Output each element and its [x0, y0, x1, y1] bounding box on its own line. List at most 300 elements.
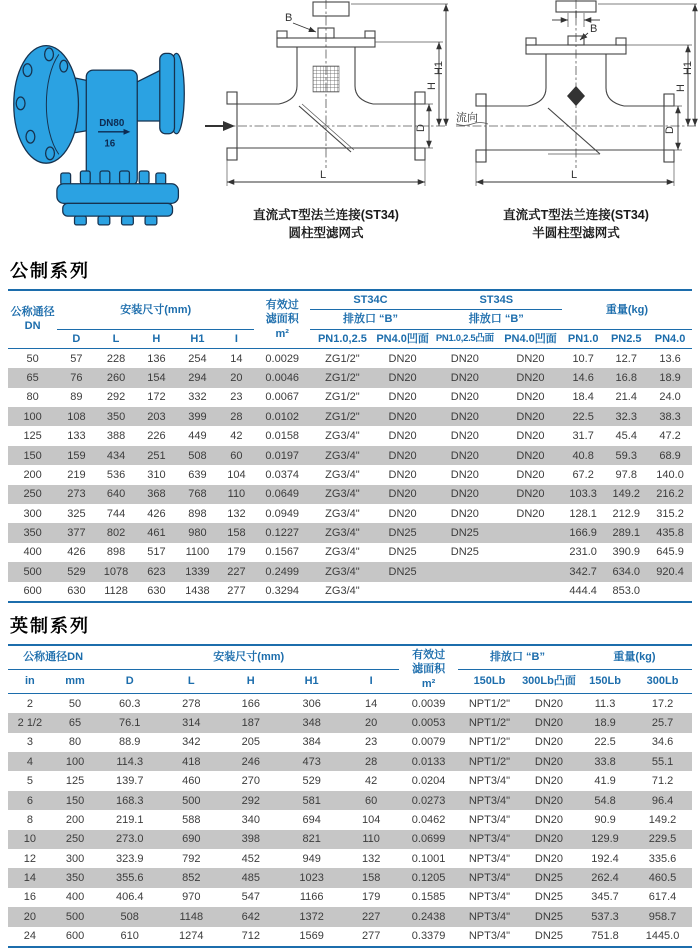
- table-row: [8, 465, 692, 484]
- table-cell: 149.2: [604, 485, 648, 504]
- table-cell: 158: [343, 868, 399, 887]
- table-cell: 67.2: [572, 468, 594, 481]
- table-cell: DN20: [534, 775, 564, 788]
- table-cell: DN20: [499, 407, 562, 426]
- subcol-pn40-concave2: PN4.0凹面: [499, 329, 562, 348]
- table-cell: 3: [26, 736, 33, 749]
- table-cell: 792: [182, 852, 201, 865]
- table-cell: NPT3/4": [458, 868, 521, 887]
- table-cell: 28: [219, 407, 255, 426]
- table-cell: 323.9: [115, 852, 144, 865]
- table-cell: 600: [65, 930, 85, 943]
- table-cell: 11.3: [594, 697, 616, 710]
- table-cell: DN20: [431, 485, 499, 504]
- col-header-area-imp: 有效过 滤面积 m²: [399, 645, 458, 693]
- table-cell: 50: [26, 352, 39, 365]
- table-cell: 400: [23, 546, 42, 559]
- table-cell: 768: [176, 485, 218, 504]
- table-cell: NPT3/4": [468, 775, 511, 788]
- dim-label-d: D: [415, 124, 427, 132]
- table-cell: NPT3/4": [458, 830, 521, 849]
- table-cell: 426: [147, 507, 166, 520]
- table-cell: 537.3: [577, 907, 633, 926]
- product-dn-label: DN80: [99, 117, 125, 129]
- table-cell: 150: [52, 791, 99, 810]
- table-cell: 0.0053: [399, 713, 458, 732]
- table-cell: [375, 582, 431, 602]
- table-cell: 0.2438: [399, 907, 458, 926]
- table-cell: 128.1: [569, 507, 597, 520]
- table-cell: 390.9: [612, 546, 640, 559]
- table-cell: 853.0: [612, 585, 640, 598]
- table-cell: 54.8: [577, 791, 633, 810]
- table-cell: 205: [241, 736, 260, 749]
- table-cell: 332: [188, 391, 207, 404]
- table-cell: 133: [67, 430, 86, 443]
- table-cell: 460.5: [633, 868, 692, 887]
- table-cell: 40.8: [562, 446, 604, 465]
- table-cell: 41.9: [594, 775, 616, 788]
- col-header-dn: 公称通径 DN: [8, 290, 57, 348]
- subcol-h: H: [137, 329, 177, 348]
- table-row: [8, 927, 692, 947]
- flow-direction-label: 流向: [456, 112, 478, 124]
- table-cell: 294: [176, 368, 218, 387]
- table-cell: 1078: [96, 562, 137, 581]
- caption-cylindrical-line2: 圆柱型滤网式: [288, 225, 364, 240]
- table-cell: 219: [67, 468, 86, 481]
- table-cell: 50: [68, 697, 82, 710]
- col-header-weight: 重量(kg): [562, 290, 692, 329]
- table-cell: DN25: [521, 868, 577, 887]
- table-cell: 59.3: [604, 446, 648, 465]
- figure-cylindrical: [198, 0, 454, 242]
- table-cell: DN20: [431, 407, 499, 426]
- table-cell: DN20: [450, 507, 479, 520]
- col-header-drain-s: 排放口 “B”: [431, 310, 562, 329]
- table-cell: 1339: [176, 562, 218, 581]
- metric-table: [8, 289, 692, 603]
- table-cell: 325: [67, 507, 86, 520]
- table-row: [8, 888, 692, 907]
- table-cell: 500: [161, 791, 221, 810]
- table-cell: 610: [120, 930, 139, 943]
- table-cell: DN25: [534, 930, 564, 943]
- table-cell: 166: [241, 697, 260, 710]
- table-cell: 80: [26, 391, 39, 404]
- table-row: [8, 485, 692, 504]
- subcol-in: in: [8, 669, 52, 693]
- table-cell: 399: [176, 407, 218, 426]
- table-cell: DN20: [499, 485, 562, 504]
- table-cell: 277: [361, 930, 381, 943]
- table-cell: DN25: [450, 546, 479, 559]
- table-cell: 250: [8, 485, 57, 504]
- table-row: [8, 562, 692, 581]
- table-cell: ZG1/2": [310, 407, 374, 426]
- table-cell: 179: [227, 546, 246, 559]
- col-header-drain-c: 排放口 “B”: [310, 310, 430, 329]
- table-cell: 60: [219, 446, 255, 465]
- table-cell: 65: [8, 368, 57, 387]
- table-cell: 452: [241, 852, 260, 865]
- table-cell: 418: [161, 752, 221, 771]
- table-cell: 273: [57, 485, 95, 504]
- table-cell: 5: [26, 775, 33, 788]
- table-cell: 970: [182, 891, 201, 904]
- table-cell: 0.0699: [399, 830, 458, 849]
- table-cell: 1100: [185, 546, 210, 559]
- table-row: [8, 771, 692, 790]
- table-cell: DN20: [450, 391, 479, 404]
- table-cell: NPT3/4": [458, 907, 521, 926]
- table-cell: DN20: [388, 507, 417, 520]
- table-cell: 920.4: [648, 562, 692, 581]
- table-cell: 2 1/2: [8, 713, 52, 732]
- table-cell: 71.2: [651, 775, 674, 788]
- table-cell: 278: [182, 697, 201, 710]
- table-cell: DN20: [431, 446, 499, 465]
- dim-label-h2: H: [675, 84, 687, 92]
- table-cell: DN20: [375, 407, 431, 426]
- col-header-area: 有效过 滤面积 m²: [254, 290, 310, 348]
- table-cell: DN20: [534, 852, 564, 865]
- subcol-i-imp: I: [343, 669, 399, 693]
- table-cell: NPT1/2": [458, 752, 521, 771]
- table-cell: 400: [65, 891, 85, 904]
- metric-table-body: [8, 348, 692, 602]
- table-cell: 14: [365, 697, 378, 710]
- table-cell: DN20: [375, 368, 431, 387]
- table-cell: 0.0462: [411, 813, 446, 826]
- table-cell: 315.2: [656, 507, 684, 520]
- table-cell: 60: [343, 791, 399, 810]
- table-cell: 2: [26, 697, 33, 710]
- table-cell: [648, 582, 692, 602]
- table-cell: 712: [241, 930, 260, 943]
- dim-label-d2: D: [664, 126, 676, 134]
- table-cell: ZG3/4": [310, 523, 374, 542]
- table-row: [8, 348, 692, 368]
- table-cell: NPT3/4": [468, 891, 511, 904]
- table-cell: 104: [361, 813, 381, 826]
- table-cell: 640: [96, 485, 137, 504]
- table-row: [8, 830, 692, 849]
- table-cell: 377: [57, 523, 95, 542]
- table-cell: DN20: [499, 446, 562, 465]
- table-cell: 0.0102: [254, 407, 310, 426]
- table-cell: 179: [361, 891, 381, 904]
- table-cell: 172: [147, 391, 166, 404]
- dim-label-b: B: [285, 12, 293, 24]
- table-cell: DN20: [521, 791, 577, 810]
- figure-semicylindrical: [452, 0, 700, 242]
- table-cell: DN25: [534, 891, 564, 904]
- table-cell: 1148: [161, 907, 221, 926]
- subcol-300lb-weight: 300Lb: [633, 669, 692, 693]
- table-cell: 0.0079: [411, 736, 446, 749]
- drawing-cylindrical-screen: [198, 0, 454, 200]
- table-cell: 0.0158: [265, 430, 300, 443]
- table-cell: 0.1567: [265, 546, 300, 559]
- table-cell: 129.9: [577, 830, 633, 849]
- table-cell: 623: [137, 562, 177, 581]
- table-cell: DN20: [450, 468, 479, 481]
- table-row: [8, 388, 692, 407]
- table-cell: 203: [137, 407, 177, 426]
- table-row: [8, 693, 692, 713]
- table-cell: 898: [188, 507, 207, 520]
- table-cell: 600: [23, 585, 42, 598]
- table-cell: 100: [8, 407, 57, 426]
- table-cell: DN20: [375, 446, 431, 465]
- table-cell: 227: [343, 907, 399, 926]
- table-cell: 125: [23, 430, 42, 443]
- table-cell: 110: [219, 485, 255, 504]
- table-cell: 60.3: [119, 697, 141, 710]
- table-cell: 500: [8, 562, 57, 581]
- table-cell: 34.6: [651, 736, 674, 749]
- table-cell: DN20: [534, 697, 564, 710]
- col-header-st34s: ST34S: [431, 290, 562, 310]
- table-cell: NPT1/2": [468, 697, 511, 710]
- table-cell: [431, 562, 499, 581]
- table-cell: 0.0649: [254, 485, 310, 504]
- table-cell: 342: [182, 736, 201, 749]
- table-cell: DN20: [388, 391, 417, 404]
- table-cell: 273.0: [98, 830, 161, 849]
- table-cell: 114.3: [98, 752, 161, 771]
- table-cell: DN25: [431, 523, 499, 542]
- table-row: [8, 407, 692, 426]
- table-cell: 24: [23, 930, 36, 943]
- table-cell: 435.8: [648, 523, 692, 542]
- table-cell: 345.7: [591, 891, 619, 904]
- table-cell: 1372: [280, 907, 343, 926]
- table-cell: 254: [188, 352, 207, 365]
- table-cell: 802: [96, 523, 137, 542]
- table-cell: 449: [188, 430, 207, 443]
- subcol-h1-imp: H1: [280, 669, 343, 693]
- table-cell: 76.1: [98, 713, 161, 732]
- table-cell: DN20: [450, 352, 479, 365]
- table-cell: 28: [343, 752, 399, 771]
- table-cell: 149.2: [648, 813, 677, 826]
- subcol-w-pn25: PN2.5: [604, 329, 648, 348]
- table-cell: 219.1: [115, 813, 144, 826]
- table-cell: 55.1: [633, 752, 692, 771]
- table-cell: [499, 523, 562, 542]
- table-cell: ZG3/4": [325, 546, 360, 559]
- table-cell: 0.2499: [254, 562, 310, 581]
- table-cell: 406.4: [115, 891, 144, 904]
- table-cell: ZG3/4": [325, 468, 360, 481]
- table-cell: 0.0197: [254, 446, 310, 465]
- table-cell: 14: [230, 352, 243, 365]
- table-cell: 226: [147, 430, 166, 443]
- table-cell: 33.8: [577, 752, 633, 771]
- table-cell: 31.7: [572, 430, 594, 443]
- table-cell: 187: [221, 713, 280, 732]
- table-cell: 4: [8, 752, 52, 771]
- table-cell: 508: [176, 446, 218, 465]
- table-cell: 18.4: [572, 391, 594, 404]
- table-cell: 227: [219, 562, 255, 581]
- table-cell: 108: [57, 407, 95, 426]
- col-header-drain-imp: 排放口 “B”: [458, 645, 577, 670]
- table-cell: 150: [8, 446, 57, 465]
- table-cell: 634.0: [604, 562, 648, 581]
- table-cell: 139.7: [115, 775, 144, 788]
- subcol-pn1025-convex: PN1.0,2.5凸面: [431, 329, 499, 348]
- col-header-install-imp: 安装尺寸(mm): [98, 645, 399, 670]
- table-cell: ZG3/4": [310, 562, 374, 581]
- table-cell: 110: [343, 830, 399, 849]
- table-cell: 384: [302, 736, 321, 749]
- table-cell: 10: [8, 830, 52, 849]
- table-cell: 10.7: [572, 352, 594, 365]
- table-cell: ZG3/4": [310, 446, 374, 465]
- table-cell: ZG3/4": [325, 507, 360, 520]
- table-cell: 103.3: [562, 485, 604, 504]
- imperial-series-title: 英制系列: [10, 615, 90, 636]
- subcol-i: I: [219, 329, 255, 348]
- table-cell: 45.4: [615, 430, 637, 443]
- subcol-pn40-concave1: PN4.0凹面: [375, 329, 431, 348]
- strainer-product-image: [2, 8, 198, 238]
- table-cell: 0.1585: [411, 891, 446, 904]
- dim-label-l2: L: [570, 169, 578, 181]
- table-cell: 270: [241, 775, 260, 788]
- table-cell: 231.0: [569, 546, 597, 559]
- table-cell: 350: [8, 523, 57, 542]
- table-cell: NPT3/4": [468, 930, 511, 943]
- table-cell: 0.0273: [399, 791, 458, 810]
- table-cell: 20: [8, 907, 52, 926]
- table-row: [8, 849, 692, 868]
- table-cell: NPT3/4": [468, 813, 511, 826]
- table-cell: 473: [280, 752, 343, 771]
- table-cell: 0.0133: [399, 752, 458, 771]
- table-cell: 96.4: [633, 791, 692, 810]
- table-cell: 100: [52, 752, 99, 771]
- caption-semicylindrical-line2: 半圆柱型滤网式: [532, 225, 620, 240]
- table-cell: DN20: [388, 352, 417, 365]
- dim-label-h1b: H1: [682, 60, 694, 76]
- table-row: [8, 752, 692, 771]
- table-cell: 125: [65, 775, 85, 788]
- table-cell: 132: [361, 852, 381, 865]
- flow-arrow-icon: [223, 121, 235, 131]
- table-cell: 24.0: [659, 391, 681, 404]
- subcol-w-pn40: PN4.0: [648, 329, 692, 348]
- product-pn-label: 16: [104, 138, 116, 150]
- table-cell: 0.0029: [265, 352, 300, 365]
- table-cell: 277: [227, 585, 246, 598]
- table-row: [8, 907, 692, 926]
- table-row: [8, 368, 692, 387]
- table-cell: 0.0046: [254, 368, 310, 387]
- table-cell: DN20: [516, 507, 545, 520]
- table-cell: DN20: [516, 430, 545, 443]
- table-cell: 89: [70, 391, 83, 404]
- table-cell: 104: [227, 468, 246, 481]
- dim-label-b2: B: [590, 23, 598, 35]
- table-cell: [499, 582, 562, 602]
- table-cell: 0.1001: [411, 852, 446, 865]
- table-cell: 17.2: [651, 697, 674, 710]
- table-cell: 335.6: [648, 852, 677, 865]
- table-cell: 42: [230, 430, 243, 443]
- table-cell: DN20: [375, 485, 431, 504]
- table-cell: 617.4: [648, 891, 677, 904]
- table-cell: 159: [57, 446, 95, 465]
- table-cell: 388: [106, 430, 126, 443]
- table-cell: 246: [221, 752, 280, 771]
- table-cell: 355.6: [98, 868, 161, 887]
- table-cell: 0.0374: [265, 468, 300, 481]
- table-cell: 508: [98, 907, 161, 926]
- table-cell: NPT1/2": [458, 713, 521, 732]
- imperial-table: [8, 644, 692, 948]
- table-cell: 0.3294: [265, 585, 300, 598]
- table-cell: 1023: [280, 868, 343, 887]
- table-cell: 292: [106, 391, 126, 404]
- table-cell: 200: [23, 468, 42, 481]
- table-cell: 192.4: [591, 852, 619, 865]
- table-cell: DN20: [534, 736, 564, 749]
- table-cell: 949: [302, 852, 321, 865]
- table-cell: 340: [241, 813, 260, 826]
- imperial-table-body: [8, 693, 692, 947]
- subcol-w-pn10: PN1.0: [562, 329, 604, 348]
- table-cell: 0.0949: [265, 507, 300, 520]
- table-cell: ZG3/4": [325, 585, 360, 598]
- table-cell: DN25: [375, 562, 431, 581]
- table-cell: 23: [365, 736, 378, 749]
- table-cell: 300: [23, 507, 42, 520]
- table-cell: 434: [96, 446, 137, 465]
- table-cell: 694: [302, 813, 321, 826]
- table-cell: 350: [52, 868, 99, 887]
- table-cell: DN20: [388, 468, 417, 481]
- table-cell: 14.6: [562, 368, 604, 387]
- table-cell: 898: [106, 546, 126, 559]
- table-cell: 168.3: [98, 791, 161, 810]
- table-cell: 90.9: [594, 813, 616, 826]
- product-photo: [2, 8, 198, 243]
- table-cell: 1569: [299, 930, 324, 943]
- table-cell: 154: [137, 368, 177, 387]
- col-header-weight-imp: 重量(kg): [577, 645, 692, 670]
- table-cell: DN20: [521, 713, 577, 732]
- table-cell: 306: [302, 697, 321, 710]
- table-row: [8, 868, 692, 887]
- dim-label-h: H: [426, 82, 438, 90]
- table-cell: 132: [227, 507, 246, 520]
- col-header-install: 安装尺寸(mm): [57, 290, 254, 329]
- metric-series-title: 公制系列: [10, 261, 90, 281]
- table-cell: 13.6: [659, 352, 681, 365]
- subcol-d: D: [57, 329, 95, 348]
- table-cell: 136: [147, 352, 166, 365]
- table-row: [8, 504, 692, 523]
- table-cell: 444.4: [569, 585, 597, 598]
- dim-label-i: I: [574, 9, 578, 21]
- subcol-h1: H1: [176, 329, 218, 348]
- subcol-mm: mm: [52, 669, 99, 693]
- table-cell: 12: [23, 852, 36, 865]
